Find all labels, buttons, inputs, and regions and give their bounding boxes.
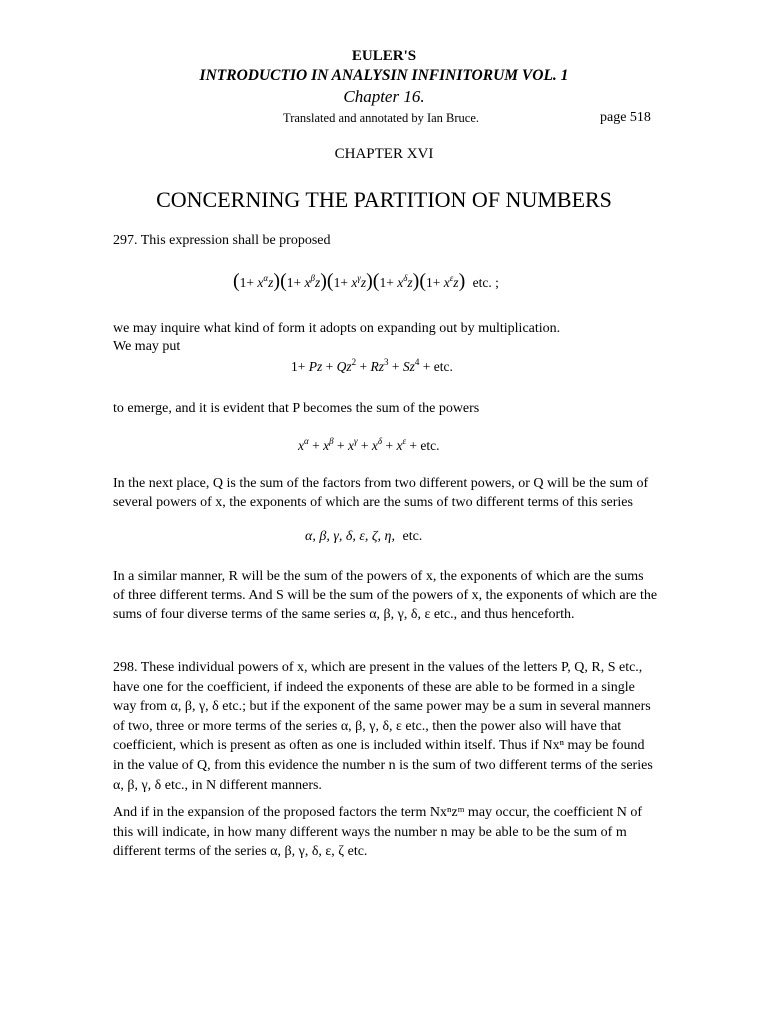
paragraph-298: 298. These individual powers of x, which are present in the values of the letters P, Q, R, S etc., have one for the coefficient, if indeed the exponents of these are able to be formed in a single way from α, β, γ, δ etc.; but if the exponent of the same power may be a sum in several manners of two, three or more terms of the series α, β, γ, δ, ε etc., then the power also will have that coefficient, which is present as often as one is included within itself. Thus if Nxⁿ may be found in the value of Q, from this evidence the number n is the sum of two different terms of the series α, β, γ, δ etc., in N different manners. bbox=[113, 660, 653, 793]
paragraph-4: In a similar manner, R will be the sum of the powers of x, the exponents of which are the sums of three different terms. And S will be the sum of the powers of x, the exponents of which are the sums of four diverse terms of the same series α, β, γ, δ, ε etc., and thus henceforth. bbox=[113, 569, 658, 622]
header-subtitle: INTRODUCTIO IN ANALYSIN INFINITORUM VOL. 1 bbox=[199, 67, 569, 84]
header-title: EULER'S bbox=[351, 48, 417, 64]
paragraph-5: And if in the expansion of the proposed factors the term Nxⁿzᵐ may occur, the coefficient N of this will indicate, in how many different ways the number n may be able to be the sum of m different terms of the series α, β, γ, δ, ε, ζ etc. bbox=[113, 805, 643, 860]
equation-series-tail: + etc. bbox=[422, 359, 453, 374]
chapter-heading: CHAPTER XVI bbox=[334, 146, 434, 162]
equation-powers-tail: + etc. bbox=[409, 438, 440, 453]
paragraph-3: In the next place, Q is the sum of the factors from two different powers, or Q will be the sum of several powers of x, the exponents of which are the sums of two different terms of this series bbox=[113, 476, 649, 510]
equation-series: $1+ Pz + Qz^2 + Rz^3 + Sz^4$ + etc. bbox=[291, 357, 453, 374]
paragraph-1a: we may inquire what kind of form it adopts on expanding out by multiplication. bbox=[113, 321, 561, 336]
paragraph-297-intro: 297. This expression shall be proposed bbox=[113, 233, 331, 248]
greek-series: α, β, γ, δ, ε, ζ, η, bbox=[305, 529, 395, 544]
equation-product-tail: etc. ; bbox=[472, 275, 499, 290]
equation-greek-series bbox=[305, 529, 422, 545]
chapter-title: CONCERNING THE PARTITION OF NUMBERS bbox=[156, 187, 612, 212]
equation-powers: $x^\alpha + x^\beta + x^\gamma + x^\delta + x^\varepsilon$ + etc. bbox=[298, 436, 440, 453]
greek-series-tail: etc. bbox=[402, 529, 423, 544]
paragraph-1b: We may put bbox=[113, 339, 181, 354]
header-chapter: Chapter 16. bbox=[343, 87, 425, 106]
translator-note: Translated and annotated by Ian Bruce. bbox=[283, 111, 480, 125]
equation-product: $(1+ x^\alpha z)(1+ x^\beta z)(1+ x^\gamma z)(1+ x^\delta z)(1+ x^\varepsilon z)$ etc. ; bbox=[233, 270, 499, 292]
paragraph-2: to emerge, and it is evident that P becomes the sum of the powers bbox=[113, 401, 480, 416]
page-number: page 518 bbox=[600, 110, 651, 125]
